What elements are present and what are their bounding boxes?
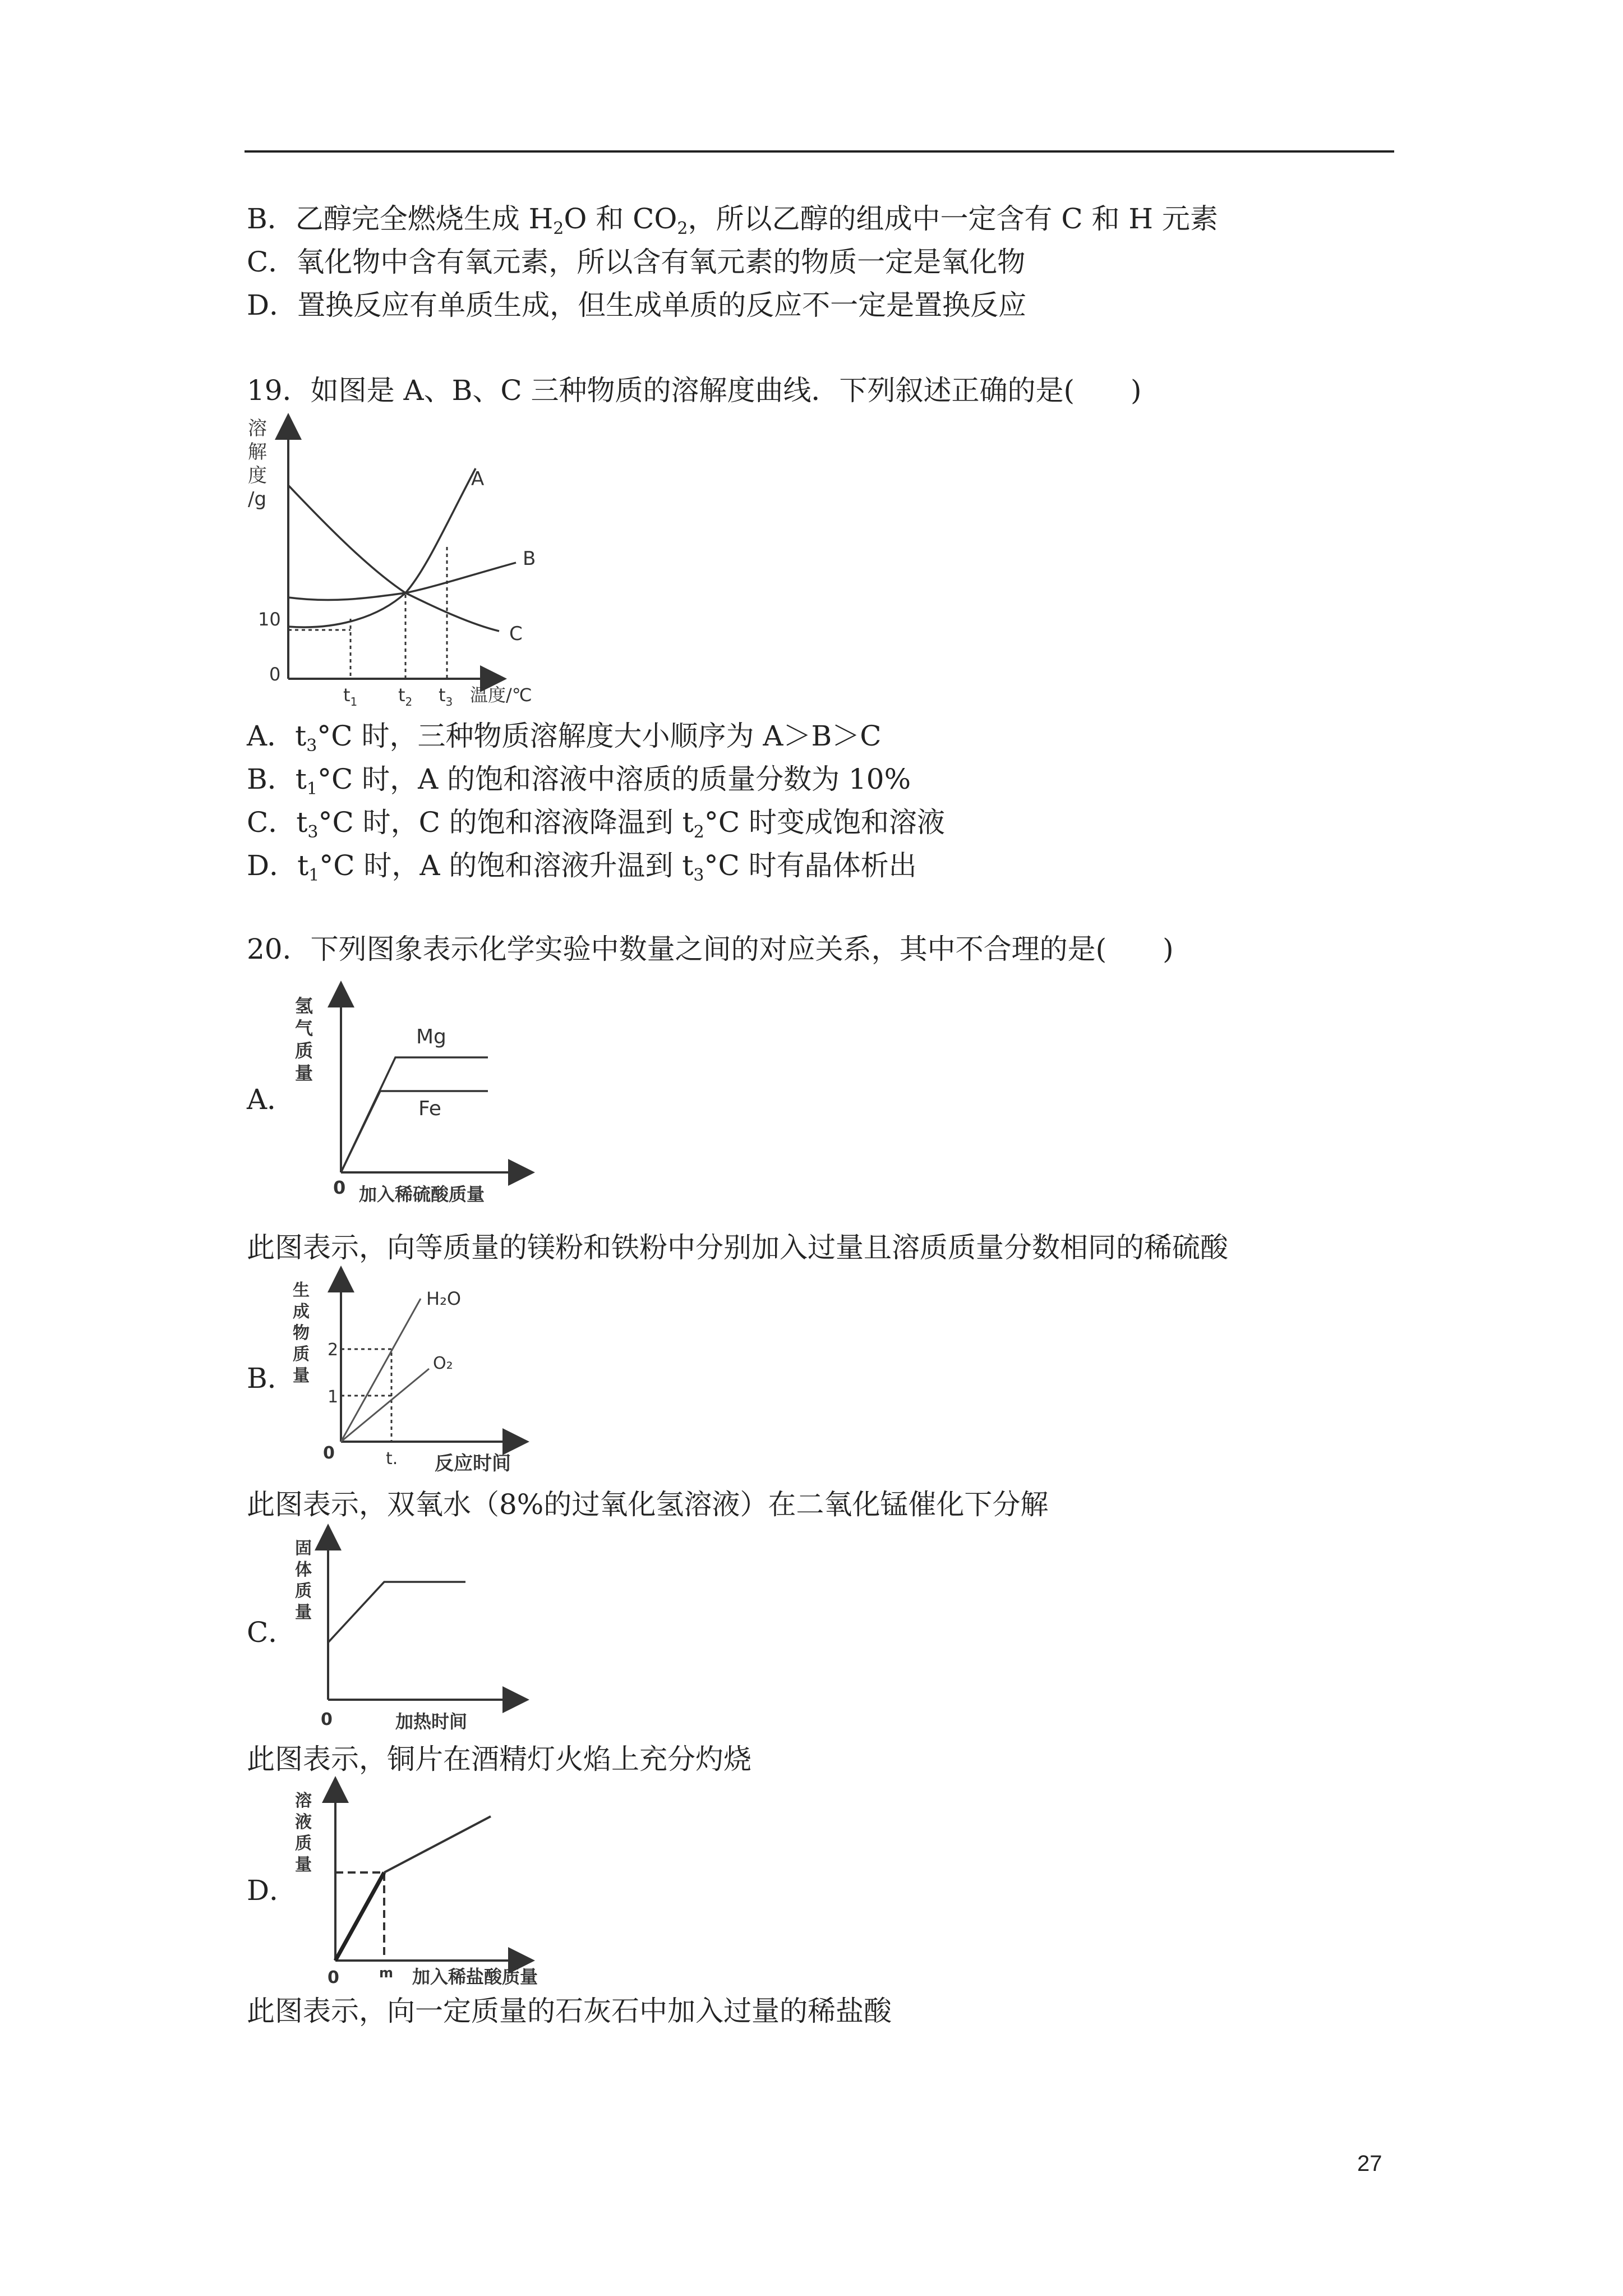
prev-option-d: D．置换反应有单质生成，但生成单质的反应不一定是置换反应 — [247, 289, 1027, 321]
svg-text:气: 气 — [295, 1018, 313, 1039]
svg-text:溶: 溶 — [248, 417, 267, 440]
svg-text:量: 量 — [295, 1062, 313, 1084]
svg-text:溶: 溶 — [295, 1791, 312, 1811]
q20-b-chart — [286, 1273, 578, 1487]
q19-option-d: D．$t_1^\circ C$ 时，A 的饱和溶液升温到 $t_3^\circ C$ 时有晶体析出 — [247, 849, 917, 885]
svg-text:质: 质 — [295, 1834, 312, 1853]
q20-d-shallow-segment — [384, 1816, 491, 1872]
q20-b-y-tick-2: 2 — [328, 1340, 339, 1360]
q20-d-x-tick-m: m — [379, 1965, 394, 1981]
q20-a-caption: 此图表示，向等质量的镁粉和铁粉中分别加入过量且溶质质量分数相同的稀硫酸 — [247, 1231, 1228, 1264]
q20-d-caption: 此图表示，向一定质量的石灰石中加入过量的稀盐酸 — [247, 1995, 892, 2027]
q20-a-fe-label: Fe — [418, 1097, 441, 1120]
q20-d-steep-segment — [335, 1872, 384, 1961]
q20-b-y-tick-1: 1 — [328, 1387, 339, 1407]
q19-x-label: 温度/℃ — [470, 684, 532, 706]
svg-text:生: 生 — [293, 1281, 310, 1300]
q20-d-x-label: 加入稀盐酸质量 — [412, 1966, 538, 1987]
svg-text:体: 体 — [295, 1560, 312, 1580]
q20-stem: 20．下列图象表示化学实验中数量之间的对应关系，其中不合理的是( ) — [247, 933, 1174, 965]
q20-b-h2o-label: H₂O — [426, 1288, 462, 1309]
q20-d-label: D． — [247, 1874, 298, 1907]
q19-series-c-label: C — [509, 623, 523, 645]
q20-c-label: C． — [247, 1616, 297, 1649]
q19-curve-c — [288, 485, 499, 631]
q20-b-label: B． — [247, 1362, 296, 1395]
svg-text:/g: /g — [248, 488, 267, 510]
q20-a-mg-line — [341, 1057, 488, 1172]
svg-text:液: 液 — [295, 1812, 312, 1832]
q19-option-a: A．$t_3^\circ C$ 时，三种物质溶解度大小顺序为 A＞B＞C — [247, 720, 882, 756]
q19-x-tick-t3: $t_3$ — [439, 684, 453, 708]
q20-d-chart — [286, 1784, 589, 1997]
q19-stem: 19．如图是 A、B、C 三种物质的溶解度曲线．下列叙述正确的是( ) — [247, 374, 1142, 407]
q19-y-tick-10: 10 — [258, 609, 281, 630]
q20-d-y-label — [295, 1791, 312, 1875]
svg-text:质: 质 — [295, 1581, 312, 1601]
q20-a-chart — [286, 987, 578, 1212]
q20-c-y-label — [295, 1539, 312, 1622]
q20-b-o2-label: O₂ — [433, 1354, 453, 1373]
q20-a-x-label: 加入稀硫酸质量 — [359, 1184, 485, 1205]
q20-c-origin: 0 — [321, 1710, 333, 1729]
svg-text:量: 量 — [293, 1366, 310, 1386]
q19-series-b-label: B — [523, 547, 536, 570]
q19-solubility-chart — [247, 418, 606, 710]
q20-b-y-label — [293, 1281, 310, 1386]
header-rule — [245, 150, 1394, 153]
svg-text:物: 物 — [293, 1323, 310, 1343]
q20-a-origin: 0 — [333, 1177, 346, 1198]
svg-text:质: 质 — [293, 1345, 310, 1364]
svg-text:质: 质 — [295, 1040, 313, 1061]
svg-text:量: 量 — [295, 1855, 312, 1875]
q20-b-h2o-line — [341, 1299, 421, 1442]
q20-b-x-tick-t: t. — [386, 1449, 398, 1469]
q20-a-mg-label: Mg — [416, 1025, 446, 1048]
q19-curve-b — [288, 563, 516, 600]
prev-option-c: C．氧化物中含有氧元素，所以含有氧元素的物质一定是氧化物 — [247, 246, 1026, 278]
q19-y-label — [248, 417, 267, 510]
q20-b-x-label: 反应时间 — [435, 1452, 511, 1475]
svg-text:量: 量 — [295, 1603, 312, 1622]
q20-b-origin: 0 — [323, 1443, 335, 1463]
q20-c-line — [328, 1582, 465, 1642]
page-number: 27 — [1357, 2151, 1382, 2176]
q20-c-caption: 此图表示，铜片在酒精灯火焰上充分灼烧 — [247, 1743, 751, 1775]
q20-b-caption: 此图表示，双氧水（8%的过氧化氢溶液）在二氧化锰催化下分解 — [247, 1488, 1049, 1521]
svg-text:解: 解 — [248, 441, 267, 463]
svg-text:固: 固 — [295, 1539, 312, 1558]
q20-a-label: A． — [247, 1083, 296, 1116]
q19-series-a-label: A — [471, 468, 485, 490]
q20-c-x-label: 加热时间 — [395, 1711, 468, 1732]
q19-x-tick-t1: $t_1$ — [343, 684, 358, 708]
q20-c-chart — [286, 1531, 578, 1739]
svg-text:成: 成 — [293, 1302, 310, 1322]
q19-origin: 0 — [269, 664, 281, 685]
q20-d-origin: 0 — [328, 1968, 339, 1987]
q20-a-y-label — [295, 995, 313, 1084]
svg-text:度: 度 — [248, 464, 267, 487]
q19-option-b: B．$t_1^\circ C$ 时，A 的饱和溶液中溶质的质量分数为 10% — [247, 763, 911, 799]
q20-a-fe-line — [341, 1091, 488, 1172]
q19-x-tick-t2: $t_2$ — [398, 684, 413, 708]
q20-b-o2-line — [341, 1369, 429, 1442]
svg-text:氢: 氢 — [295, 995, 313, 1016]
prev-option-b: B．乙醇完全燃烧生成 $H_2O$ 和 $CO_2$，所以乙醇的组成中一定含有 C 和 H 元素 — [247, 203, 1218, 238]
q19-option-c: C．$t_3^\circ C$ 时，C 的饱和溶液降温到 $t_2^\circ C$ 时变成饱和溶液 — [247, 806, 945, 842]
